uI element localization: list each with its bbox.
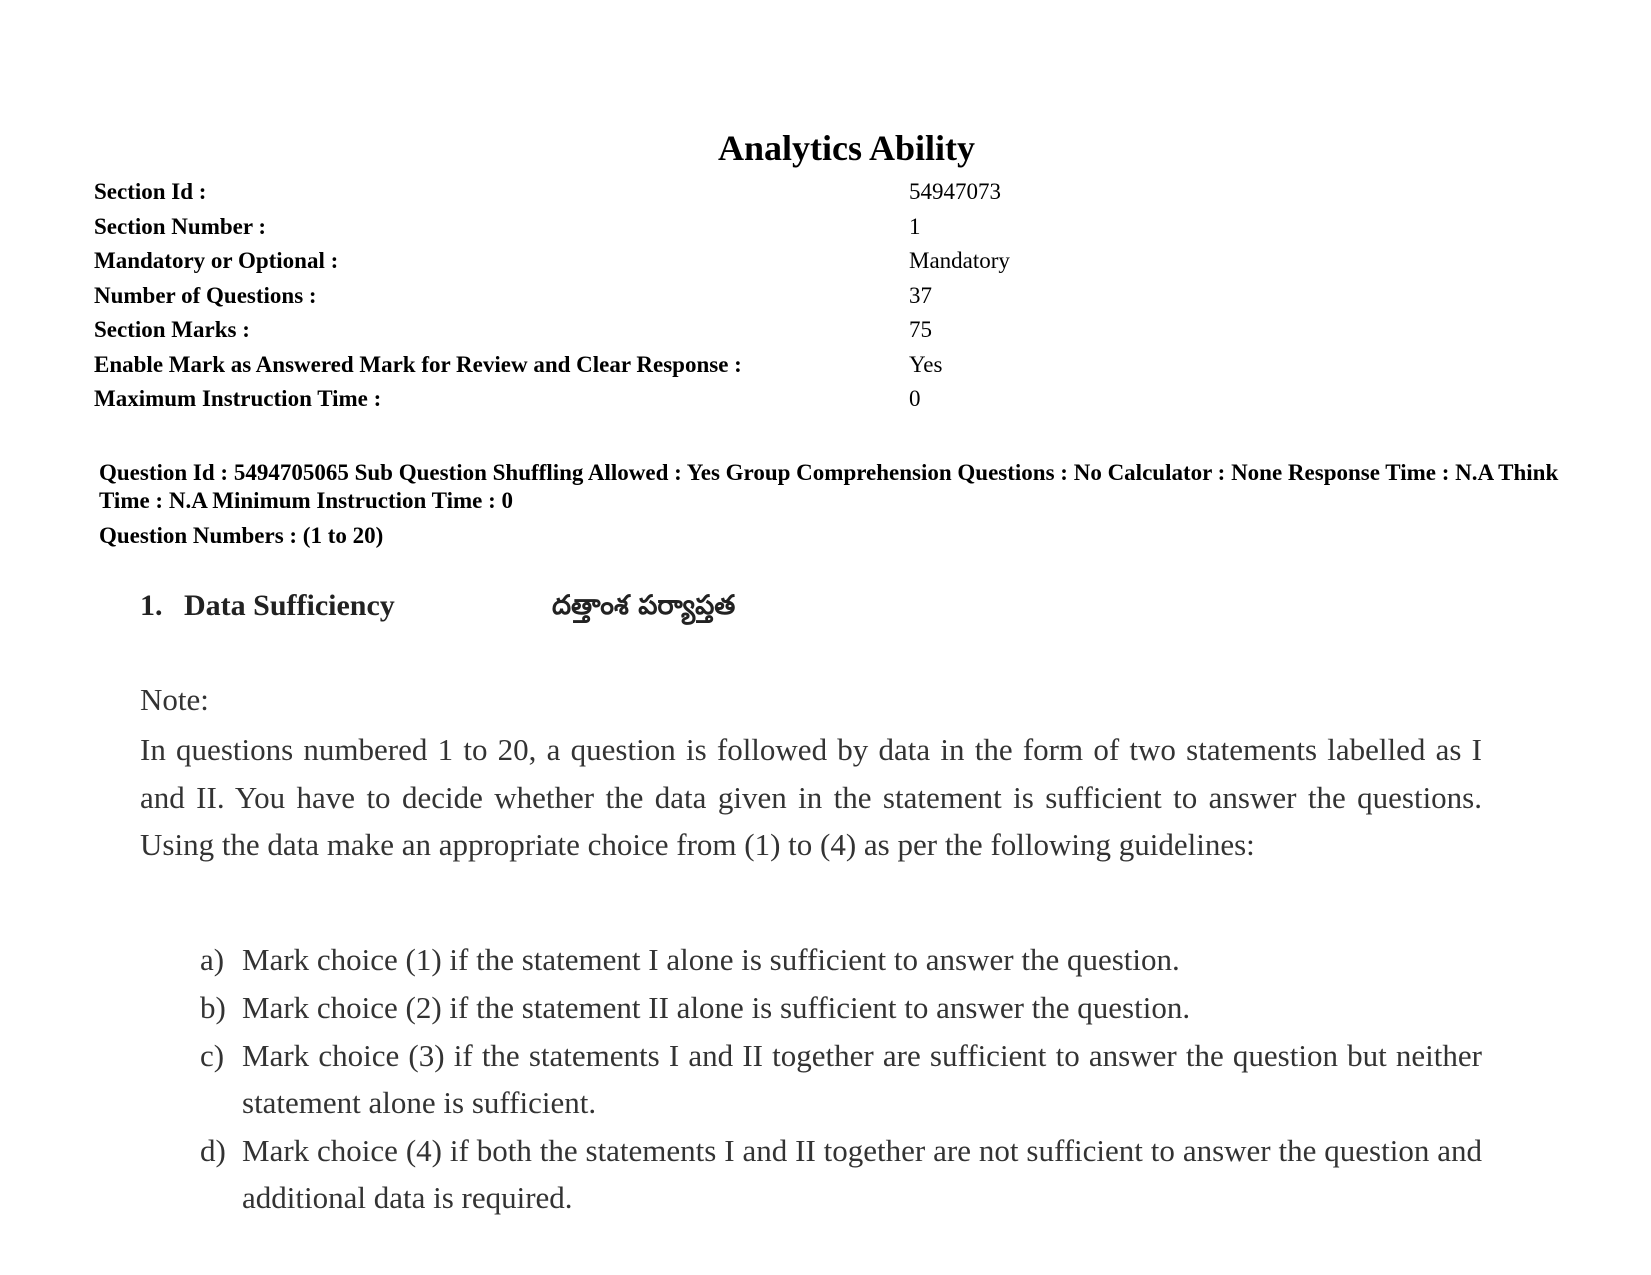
guideline-text: Mark choice (2) if the statement II alone is sufficient to answer the question. [242,990,1191,1025]
guideline-item [200,1032,1482,1126]
enable-mark-value: Yes [909,351,943,377]
section-number-label: Section Number : [94,213,267,239]
question-count-label: Number of Questions : [94,282,317,308]
section-marks-label: Section Marks : [94,317,250,343]
guideline-marker: b) [200,990,226,1025]
enable-mark-label: Enable Mark as Answered Mark for Review and Clear Response : [94,351,742,377]
guideline-marker: a) [200,942,225,977]
section-info-table [94,175,1094,417]
section-info-row [94,382,1094,417]
note-label: Note: [140,682,209,717]
section-id-label: Section Id : [94,179,207,205]
section-info-row [94,279,1094,314]
guideline-item [200,984,1482,1031]
section-id-value: 54947073 [909,179,1001,205]
section-info-row [94,210,1094,245]
section-info-row [94,313,1094,348]
section-marks-value: 75 [909,317,932,343]
guideline-text: Mark choice (1) if the statement I alone is sufficient to answer the question. [242,942,1180,977]
question-meta: Question Id : 5494705065 Sub Question Shuffling Allowed : Yes Group Comprehension Questions : No Calculator : None Response Time : N.A Think Time : N.A Minimum Instruction Time : 0 [99,460,1559,513]
mandatory-label: Mandatory or Optional : [94,248,339,274]
guideline-item [200,1127,1482,1221]
guideline-text: Mark choice (3) if the statements I and II together are sufficient to answer the question but neither statement alone is sufficient. [242,1038,1482,1120]
guidelines-list [200,936,1482,1222]
section-info-row [94,244,1094,279]
instruction-time-label: Maximum Instruction Time : [94,386,382,412]
section-number-value: 1 [909,213,921,239]
guideline-item [200,936,1482,983]
mandatory-value: Mandatory [909,248,1010,274]
section-info-row [94,175,1094,210]
page-title: Analytics Ability [717,128,976,168]
question-count-value: 37 [909,282,932,308]
question-numbers: Question Numbers : (1 to 20) [99,523,384,548]
guideline-marker: c) [200,1038,225,1073]
instruction-time-value: 0 [909,386,921,412]
guideline-marker: d) [200,1133,226,1168]
note-paragraph: In questions numbered 1 to 20, a question is followed by data in the form of two statements labelled as I and II. You have to decide whether the data given in the statement is sufficient to answer the questions. Using the data make an appropriate choice from (1) to (4) as per the following guidelines: [140,732,1482,862]
question-heading-telugu: దత్తాంశ పర్యాప్తత [552,590,736,621]
guideline-text: Mark choice (4) if both the statements I and II together are not sufficient to answer the question and additional data is required. [242,1133,1482,1215]
section-info-row [94,348,1094,383]
question-heading [140,588,395,624]
question-heading-text: Data Sufficiency [184,589,395,622]
question-number: 1. [140,589,163,622]
